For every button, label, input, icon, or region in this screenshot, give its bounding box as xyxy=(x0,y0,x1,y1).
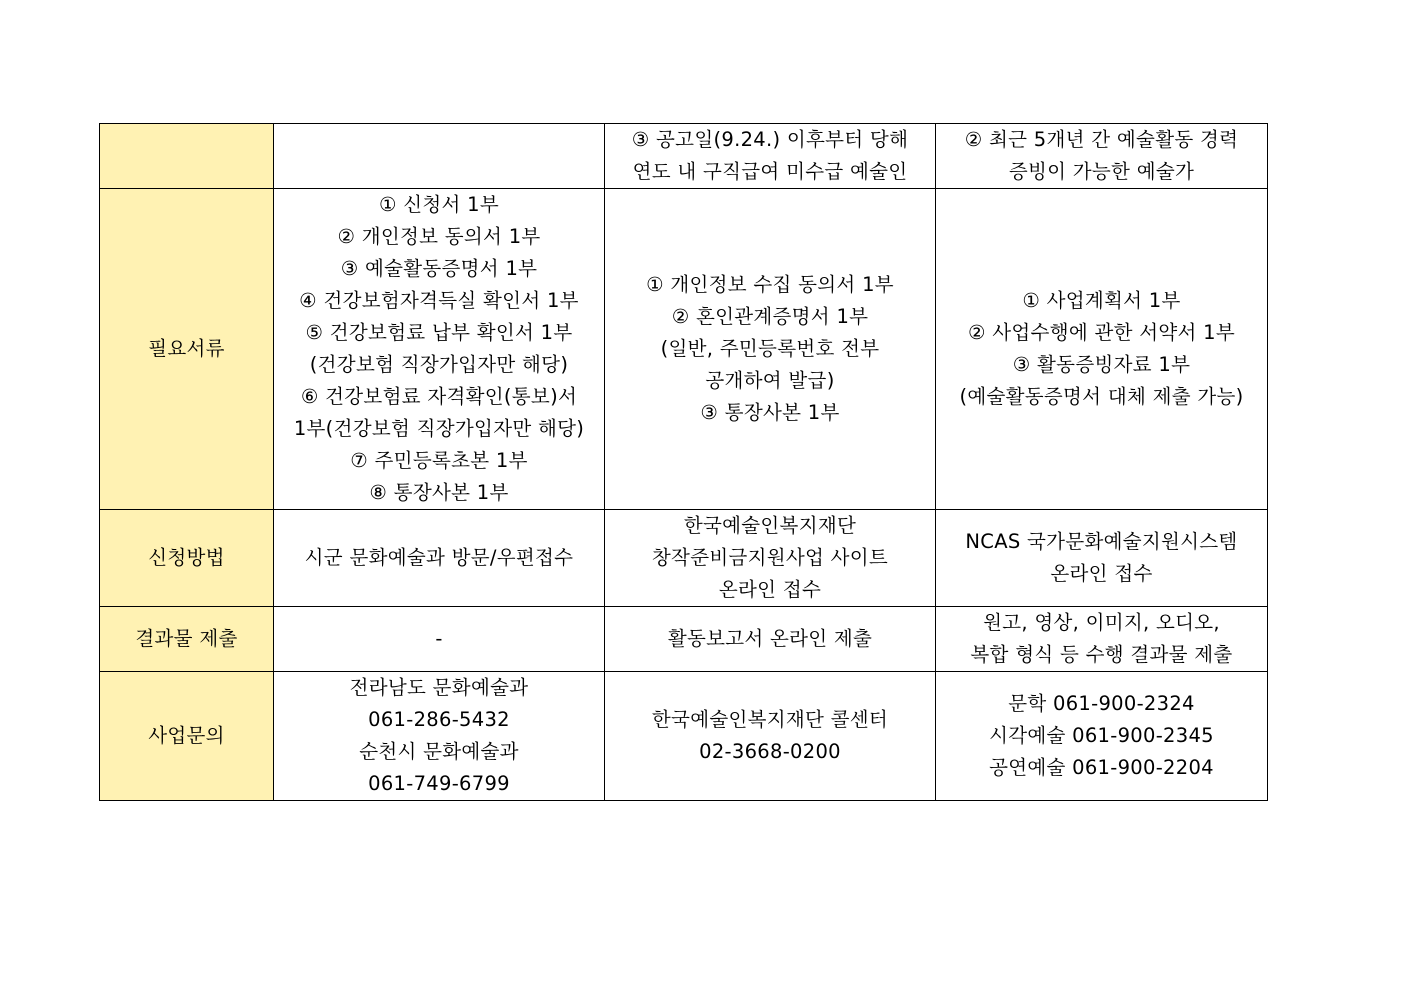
document-item: 1부(건강보험 직장가입자만 해당) xyxy=(293,417,585,440)
contact-line: 061-749-6799 xyxy=(368,772,510,795)
table-row-required-documents xyxy=(100,189,1268,510)
application-line: NCAS 국가문화예술지원시스템 xyxy=(965,530,1238,553)
cell-jeonnam-inquiries xyxy=(274,672,605,801)
document-item: ② 혼인관계증명서 1부 xyxy=(671,305,869,328)
eligibility-line: 증빙이 가능한 예술가 xyxy=(1008,160,1195,183)
cell-ncas-application xyxy=(936,510,1268,607)
contact-line: 문학 061-900-2324 xyxy=(1008,692,1195,715)
document-item: ③ 통장사본 1부 xyxy=(700,401,840,424)
document-item: ① 개인정보 수집 동의서 1부 xyxy=(646,273,894,296)
document-item: ① 사업계획서 1부 xyxy=(1022,289,1181,312)
cell-kawf-documents xyxy=(605,189,936,510)
document-item: ② 사업수행에 관한 서약서 1부 xyxy=(968,321,1235,344)
document-item: ⑤ 건강보험료 납부 확인서 1부 xyxy=(305,321,573,344)
eligibility-line: ③ 공고일(9.24.) 이후부터 당해 xyxy=(631,128,909,151)
cell-kawf-application xyxy=(605,510,936,607)
document-item: ② 개인정보 동의서 1부 xyxy=(337,225,541,248)
table-row-deliverables xyxy=(100,607,1268,672)
application-line: 온라인 접수 xyxy=(718,578,822,601)
deliverable-line: 복합 형식 등 수행 결과물 제출 xyxy=(970,643,1233,666)
application-line: 온라인 접수 xyxy=(1050,562,1153,585)
document-item: (예술활동증명서 대체 제출 가능) xyxy=(959,385,1244,408)
info-table xyxy=(99,123,1268,801)
document-item: ③ 예술활동증명서 1부 xyxy=(340,257,538,280)
document-item: ③ 활동증빙자료 1부 xyxy=(1012,353,1191,376)
cell-ncas-documents xyxy=(936,189,1268,510)
cell-jeonnam-eligibility xyxy=(274,124,605,189)
cell-kawf-deliverables xyxy=(605,607,936,672)
application-line: 시군 문화예술과 방문/우편접수 xyxy=(304,546,574,569)
cell-ncas-deliverables xyxy=(936,607,1268,672)
contact-line: 전라남도 문화예술과 xyxy=(349,676,529,699)
cell-ncas-eligibility xyxy=(936,124,1268,189)
document-item: (일반, 주민등록번호 전부 xyxy=(660,337,880,360)
contact-line: 순천시 문화예술과 xyxy=(359,740,519,763)
cell-kawf-inquiries xyxy=(605,672,936,801)
row-label-application-method: 신청방법 xyxy=(100,510,274,607)
cell-kawf-eligibility xyxy=(605,124,936,189)
table-row-eligibility-cont xyxy=(100,124,1268,189)
contact-line: 시각예술 061-900-2345 xyxy=(989,724,1214,747)
document-item: ④ 건강보험자격득실 확인서 1부 xyxy=(299,289,579,312)
deliverable-line: 원고, 영상, 이미지, 오디오, xyxy=(983,611,1220,634)
deliverable-line: 활동보고서 온라인 제출 xyxy=(667,627,873,650)
eligibility-line: 연도 내 구직급여 미수급 예술인 xyxy=(632,160,908,183)
row-label-empty xyxy=(100,124,274,189)
contact-line: 공연예술 061-900-2204 xyxy=(989,756,1214,779)
cell-jeonnam-deliverables xyxy=(274,607,605,672)
document-item: ⑦ 주민등록초본 1부 xyxy=(350,449,528,472)
table-row-inquiries xyxy=(100,672,1268,801)
cell-jeonnam-application xyxy=(274,510,605,607)
contact-line: 02-3668-0200 xyxy=(699,740,841,763)
application-line: 창작준비금지원사업 사이트 xyxy=(651,546,889,569)
document-item: 공개하여 발급) xyxy=(705,369,835,392)
document-item: (건강보험 직장가입자만 해당) xyxy=(309,353,569,376)
cell-ncas-inquiries xyxy=(936,672,1268,801)
eligibility-line: ② 최근 5개년 간 예술활동 경력 xyxy=(964,128,1239,151)
table-row-application-method xyxy=(100,510,1268,607)
document-item: ① 신청서 1부 xyxy=(378,193,500,216)
row-label-required-documents: 필요서류 xyxy=(100,189,274,510)
document-item: ⑧ 통장사본 1부 xyxy=(369,481,509,504)
row-label-deliverables: 결과물 제출 xyxy=(100,607,274,672)
contact-line: 한국예술인복지재단 콜센터 xyxy=(651,708,889,731)
document-item: ⑥ 건강보험료 자격확인(통보)서 xyxy=(300,385,578,408)
contact-line: 061-286-5432 xyxy=(368,708,510,731)
cell-jeonnam-documents xyxy=(274,189,605,510)
row-label-inquiries: 사업문의 xyxy=(100,672,274,801)
deliverable-line: - xyxy=(435,627,443,650)
application-line: 한국예술인복지재단 xyxy=(683,514,857,537)
